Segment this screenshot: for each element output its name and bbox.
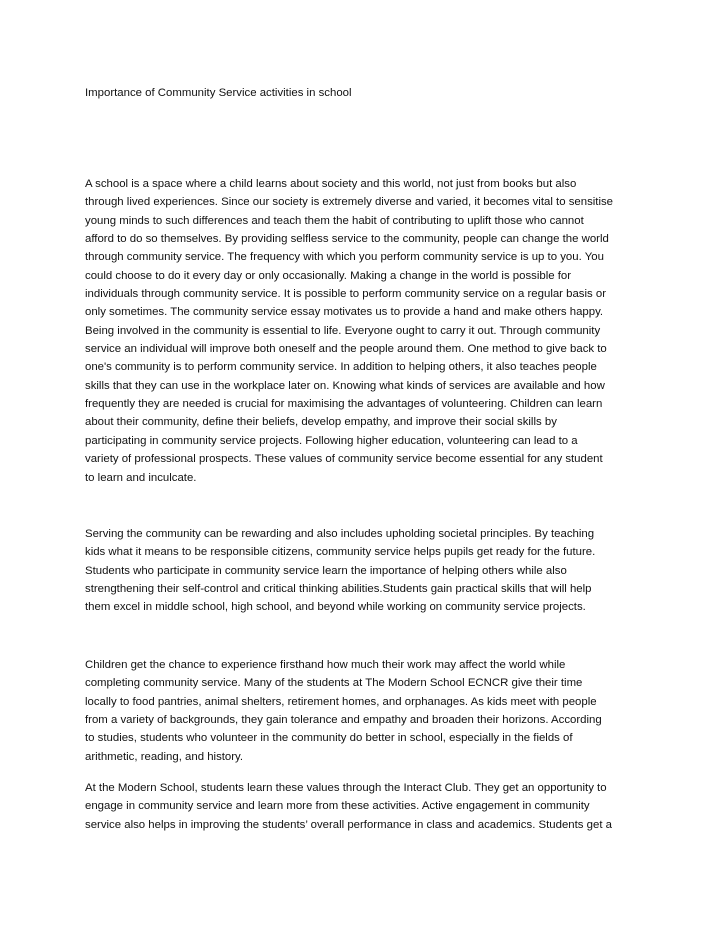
- text-line: through lived experiences. Since our society is extremely diverse and varied, it becomes vital to sensitise: [85, 196, 614, 209]
- text-line: kids what it means to be responsible citizens, community service helps pupils get ready for the future.: [85, 546, 596, 559]
- text-line: skills that they can use in the workplace later on. Knowing what kinds of services are available and how: [85, 379, 605, 392]
- text-line: individuals through community service. It is possible to perform community service on a regular basis or: [85, 288, 607, 301]
- text-line: Students who participate in community service learn the importance of helping others while also: [85, 564, 567, 577]
- text-line: one's community is to perform community service. In addition to helping others, it also teaches people: [85, 361, 597, 374]
- text-line: young minds to such differences and teach them the habit of contributing to uplift those who cannot: [85, 214, 584, 227]
- text-line: completing community service. Many of the students at The Modern School ECNCR give their time: [85, 677, 583, 690]
- text-line: Children get the chance to experience firsthand how much their work may affect the world while: [85, 659, 566, 671]
- text-line: to studies, students who volunteer in the community do better in school, especially in the fields of: [85, 732, 573, 745]
- paragraph-2: [85, 525, 640, 617]
- text-line: only sometimes. The community service essay motivates us to provide a hand and make others happy.: [85, 306, 604, 319]
- text-line: afford to do so themselves. By providing selfless service to the community, people can change the world: [85, 233, 609, 246]
- text-line: locally to food pantries, animal shelters, retirement homes, and orphanages. As kids meet with people: [85, 695, 597, 708]
- paragraph-4: [85, 779, 640, 834]
- text-line: Being involved in the community is essential to life. Everyone ought to carry it out. Through community: [85, 324, 601, 337]
- text-line: from a variety of backgrounds, they gain tolerance and empathy and broaden their horizons. According: [85, 714, 602, 727]
- text-line: about their community, define their beliefs, develop empathy, and improve their social skills by: [85, 416, 557, 429]
- text-line: engage in community service and learn more from these activities. Active engagement in community: [85, 800, 590, 813]
- text-line: could choose to do it every day or only occasionally. Making a change in the world is possible for: [85, 269, 572, 282]
- paragraph-1: [85, 175, 640, 487]
- text-line: to learn and inculcate.: [85, 471, 197, 484]
- text-line: service also helps in improving the students’ overall performance in class and academics. Students get a: [85, 818, 612, 831]
- text-line: arithmetic, reading, and history.: [85, 750, 244, 763]
- text-line: At the Modern School, students learn these values through the Interact Club. They get an opportunity to: [85, 782, 607, 794]
- paragraph-3: [85, 656, 640, 766]
- text-line: service an individual will improve both oneself and the people around them. One method to give back to: [85, 343, 607, 356]
- text-line: A school is a space where a child learns about society and this world, not just from books but also: [85, 178, 577, 190]
- text-line: frequently they are needed is crucial for maximising the advantages of volunteering. Children can learn: [85, 398, 603, 411]
- text-line: participating in community service projects. Following higher education, volunteering can lead to a: [85, 434, 578, 447]
- document-title: Importance of Community Service activities in school: [85, 87, 352, 99]
- text-line: them excel in middle school, high school, and beyond while working on community service projects.: [85, 601, 586, 614]
- text-line: through community service. The frequency with which you perform community service is up to you. You: [85, 251, 604, 264]
- text-line: variety of professional prospects. These values of community service become essential for any student: [85, 453, 603, 466]
- text-line: Serving the community can be rewarding and also includes upholding societal principles. By teaching: [85, 528, 595, 540]
- text-line: strengthening their self-control and critical thinking abilities.Students gain practical skills that will help: [85, 583, 592, 596]
